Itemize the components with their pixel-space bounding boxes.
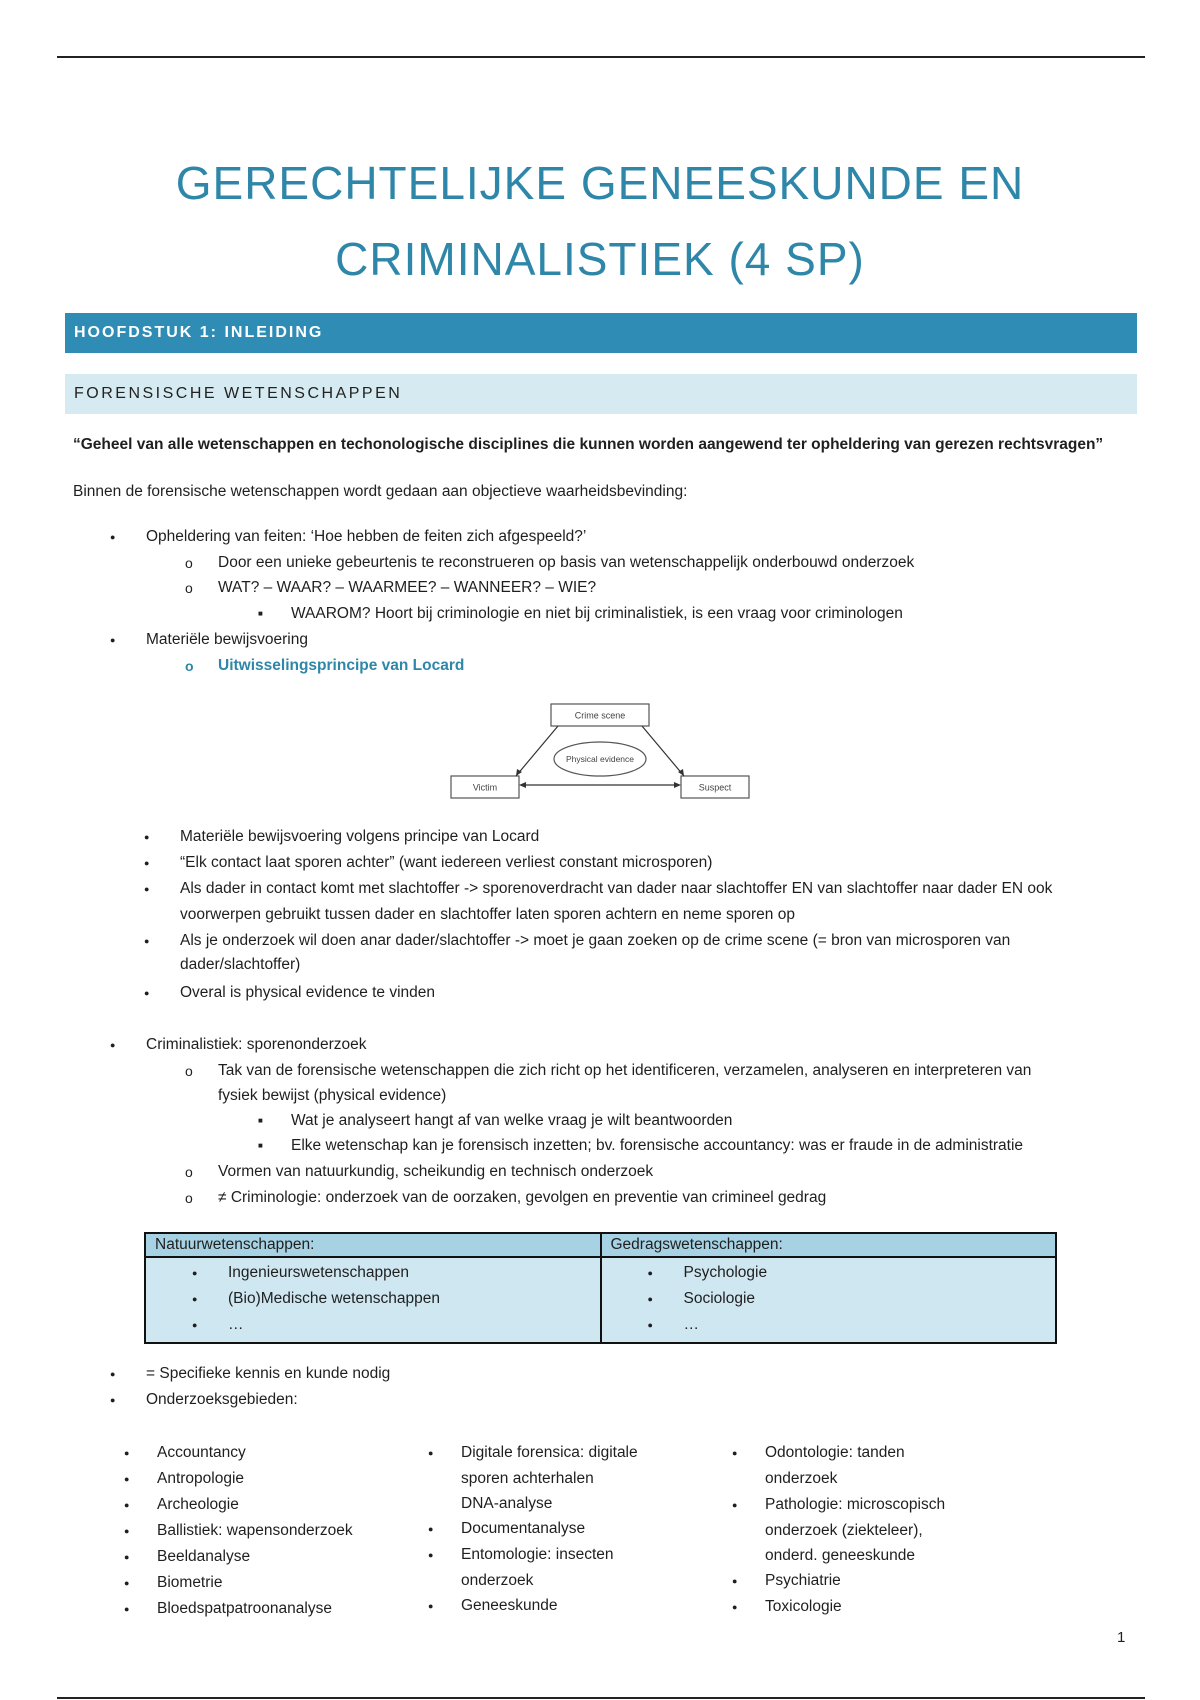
list-item: ● Ingenieurswetenschappen: [228, 1260, 600, 1286]
list-item: ● Digitale forensica: digitale: [461, 1440, 638, 1466]
list-item-continuation: voorwerpen gebruikt tussen dader en slachtoffer laten sporen achtern en neme sporen op: [180, 906, 795, 923]
list-item: ● Antropologie: [157, 1466, 353, 1492]
list-item: ● Opheldering van feiten: ‘Hoe hebben de feiten zich afgespeeld?’: [146, 525, 586, 549]
list-item: ● Ballistiek: wapensonderzoek: [157, 1518, 353, 1544]
list-item: ● …: [228, 1312, 600, 1338]
areas-column-2: [461, 1440, 638, 1619]
list-item: o Tak van de forensische wetenschappen die zich richt op het identificeren, verzamelen, analyseren en interpreteren van: [218, 1059, 1031, 1083]
list-item-continuation: fysiek bewijst (physical evidence): [218, 1087, 447, 1104]
list-item: ● Psychiatrie: [765, 1568, 945, 1594]
list-item: ● Odontologie: tanden: [765, 1440, 945, 1466]
list-item: ● Bloedspatpatroonanalyse: [157, 1596, 353, 1622]
list-item: ● Criminalistiek: sporenonderzoek: [146, 1033, 367, 1057]
title-line-2: CRIMINALISTIEK (4 SP): [335, 233, 865, 285]
table-header-gedrag: Gedragswetenschappen:: [601, 1233, 1057, 1257]
locard-principle-link[interactable]: o Uitwisselingsprincipe van Locard: [218, 654, 464, 678]
list-item: ● Beeldanalyse: [157, 1544, 353, 1570]
locard-diagram: [448, 700, 754, 806]
list-item: o ≠ Criminologie: onderzoek van de oorzaken, gevolgen en preventie van crimineel gedrag: [218, 1186, 826, 1210]
list-item: ● Toxicologie: [765, 1594, 945, 1620]
list-item-continuation: onderd. geneeskunde: [765, 1547, 915, 1564]
list-item: ■ WAAROM? Hoort bij criminologie en niet bij criminalistiek, is een vraag voor criminologen: [291, 602, 903, 626]
list-item: ● (Bio)Medische wetenschappen: [228, 1286, 600, 1312]
table-header-natuur: Natuurwetenschappen:: [145, 1233, 601, 1257]
document-title: [60, 145, 1140, 297]
title-line-1: GERECHTELIJKE GENEESKUNDE EN: [175, 157, 1025, 209]
list-item: ● Materiële bewijsvoering: [146, 628, 308, 652]
list-item: ● Accountancy: [157, 1440, 353, 1466]
list-item: ● Sociologie: [684, 1286, 1056, 1312]
list-item-continuation: dader/slachtoffer): [180, 956, 301, 973]
list-item-continuation: DNA-analyse: [461, 1495, 553, 1512]
page-number: 1: [1117, 1629, 1126, 1646]
list-item: ● Overal is physical evidence te vinden: [180, 981, 435, 1005]
intro-paragraph: Binnen de forensische wetenschappen wordt gedaan aan objectieve waarheidsbevinding:: [73, 483, 688, 500]
list-item: ● Archeologie: [157, 1492, 353, 1518]
list-item-continuation: sporen achterhalen: [461, 1470, 594, 1487]
list-item: ■ Elke wetenschap kan je forensisch inzetten; bv. forensische accountancy: was er fraude in de administratie: [291, 1134, 1023, 1158]
list-item-continuation: onderzoek: [765, 1470, 838, 1487]
section-heading: FORENSISCHE WETENSCHAPPEN: [65, 374, 1137, 414]
victim-label: Victim: [472, 782, 498, 793]
list-item: ● Geneeskunde: [461, 1593, 638, 1619]
chapter-heading: HOOFDSTUK 1: INLEIDING: [65, 313, 1137, 353]
list-item: ● “Elk contact laat sporen achter” (want iedereen verliest constant microsporen): [180, 851, 712, 875]
crime-scene-label: Crime scene: [574, 710, 626, 721]
list-item: o WAT? – WAAR? – WAARMEE? – WANNEER? – WIE?: [218, 576, 596, 600]
list-item: ● Onderzoeksgebieden:: [146, 1388, 298, 1412]
definition-quote: “Geheel van alle wetenschappen en techonologische disciplines die kunnen worden aangewend ter opheldering van gerezen rechtsvragen”: [73, 436, 1104, 453]
areas-column-3: [765, 1440, 945, 1620]
list-item: ● Biometrie: [157, 1570, 353, 1596]
list-item: o Vormen van natuurkundig, scheikundig en technisch onderzoek: [218, 1160, 653, 1184]
sciences-table: [144, 1232, 1057, 1344]
list-item: ■ Wat je analyseert hangt af van welke vraag je wilt beantwoorden: [291, 1109, 732, 1133]
list-item: ● Als je onderzoek wil doen anar dader/slachtoffer -> moet je gaan zoeken op de crime scene (= bron van microsporen van: [180, 929, 1010, 953]
list-item: o Door een unieke gebeurtenis te reconstrueren op basis van wetenschappelijk onderbouwd onderzoek: [218, 551, 914, 575]
list-item: ● Documentanalyse: [461, 1516, 638, 1542]
list-item: ● Als dader in contact komt met slachtoffer -> sporenoverdracht van dader naar slachtoffer EN van slachtoffer naar dader EN ook: [180, 877, 1052, 901]
table-cell-natuur: [145, 1257, 601, 1343]
list-item: ● …: [684, 1312, 1056, 1338]
list-item: ● Pathologie: microscopisch: [765, 1492, 945, 1518]
list-item: ● Entomologie: insecten: [461, 1542, 638, 1568]
areas-column-1: [157, 1440, 353, 1622]
list-item: ● Psychologie: [684, 1260, 1056, 1286]
table-cell-gedrag: [601, 1257, 1057, 1343]
list-item-continuation: onderzoek (ziekteleer),: [765, 1522, 923, 1539]
list-item: ● Materiële bewijsvoering volgens principe van Locard: [180, 825, 539, 849]
suspect-label: Suspect: [698, 782, 732, 793]
list-item-continuation: onderzoek: [461, 1572, 534, 1589]
bottom-rule: [57, 1697, 1145, 1699]
physical-evidence-label: Physical evidence: [565, 754, 635, 764]
list-item: ● = Specifieke kennis en kunde nodig: [146, 1362, 390, 1386]
top-rule: [57, 56, 1145, 58]
